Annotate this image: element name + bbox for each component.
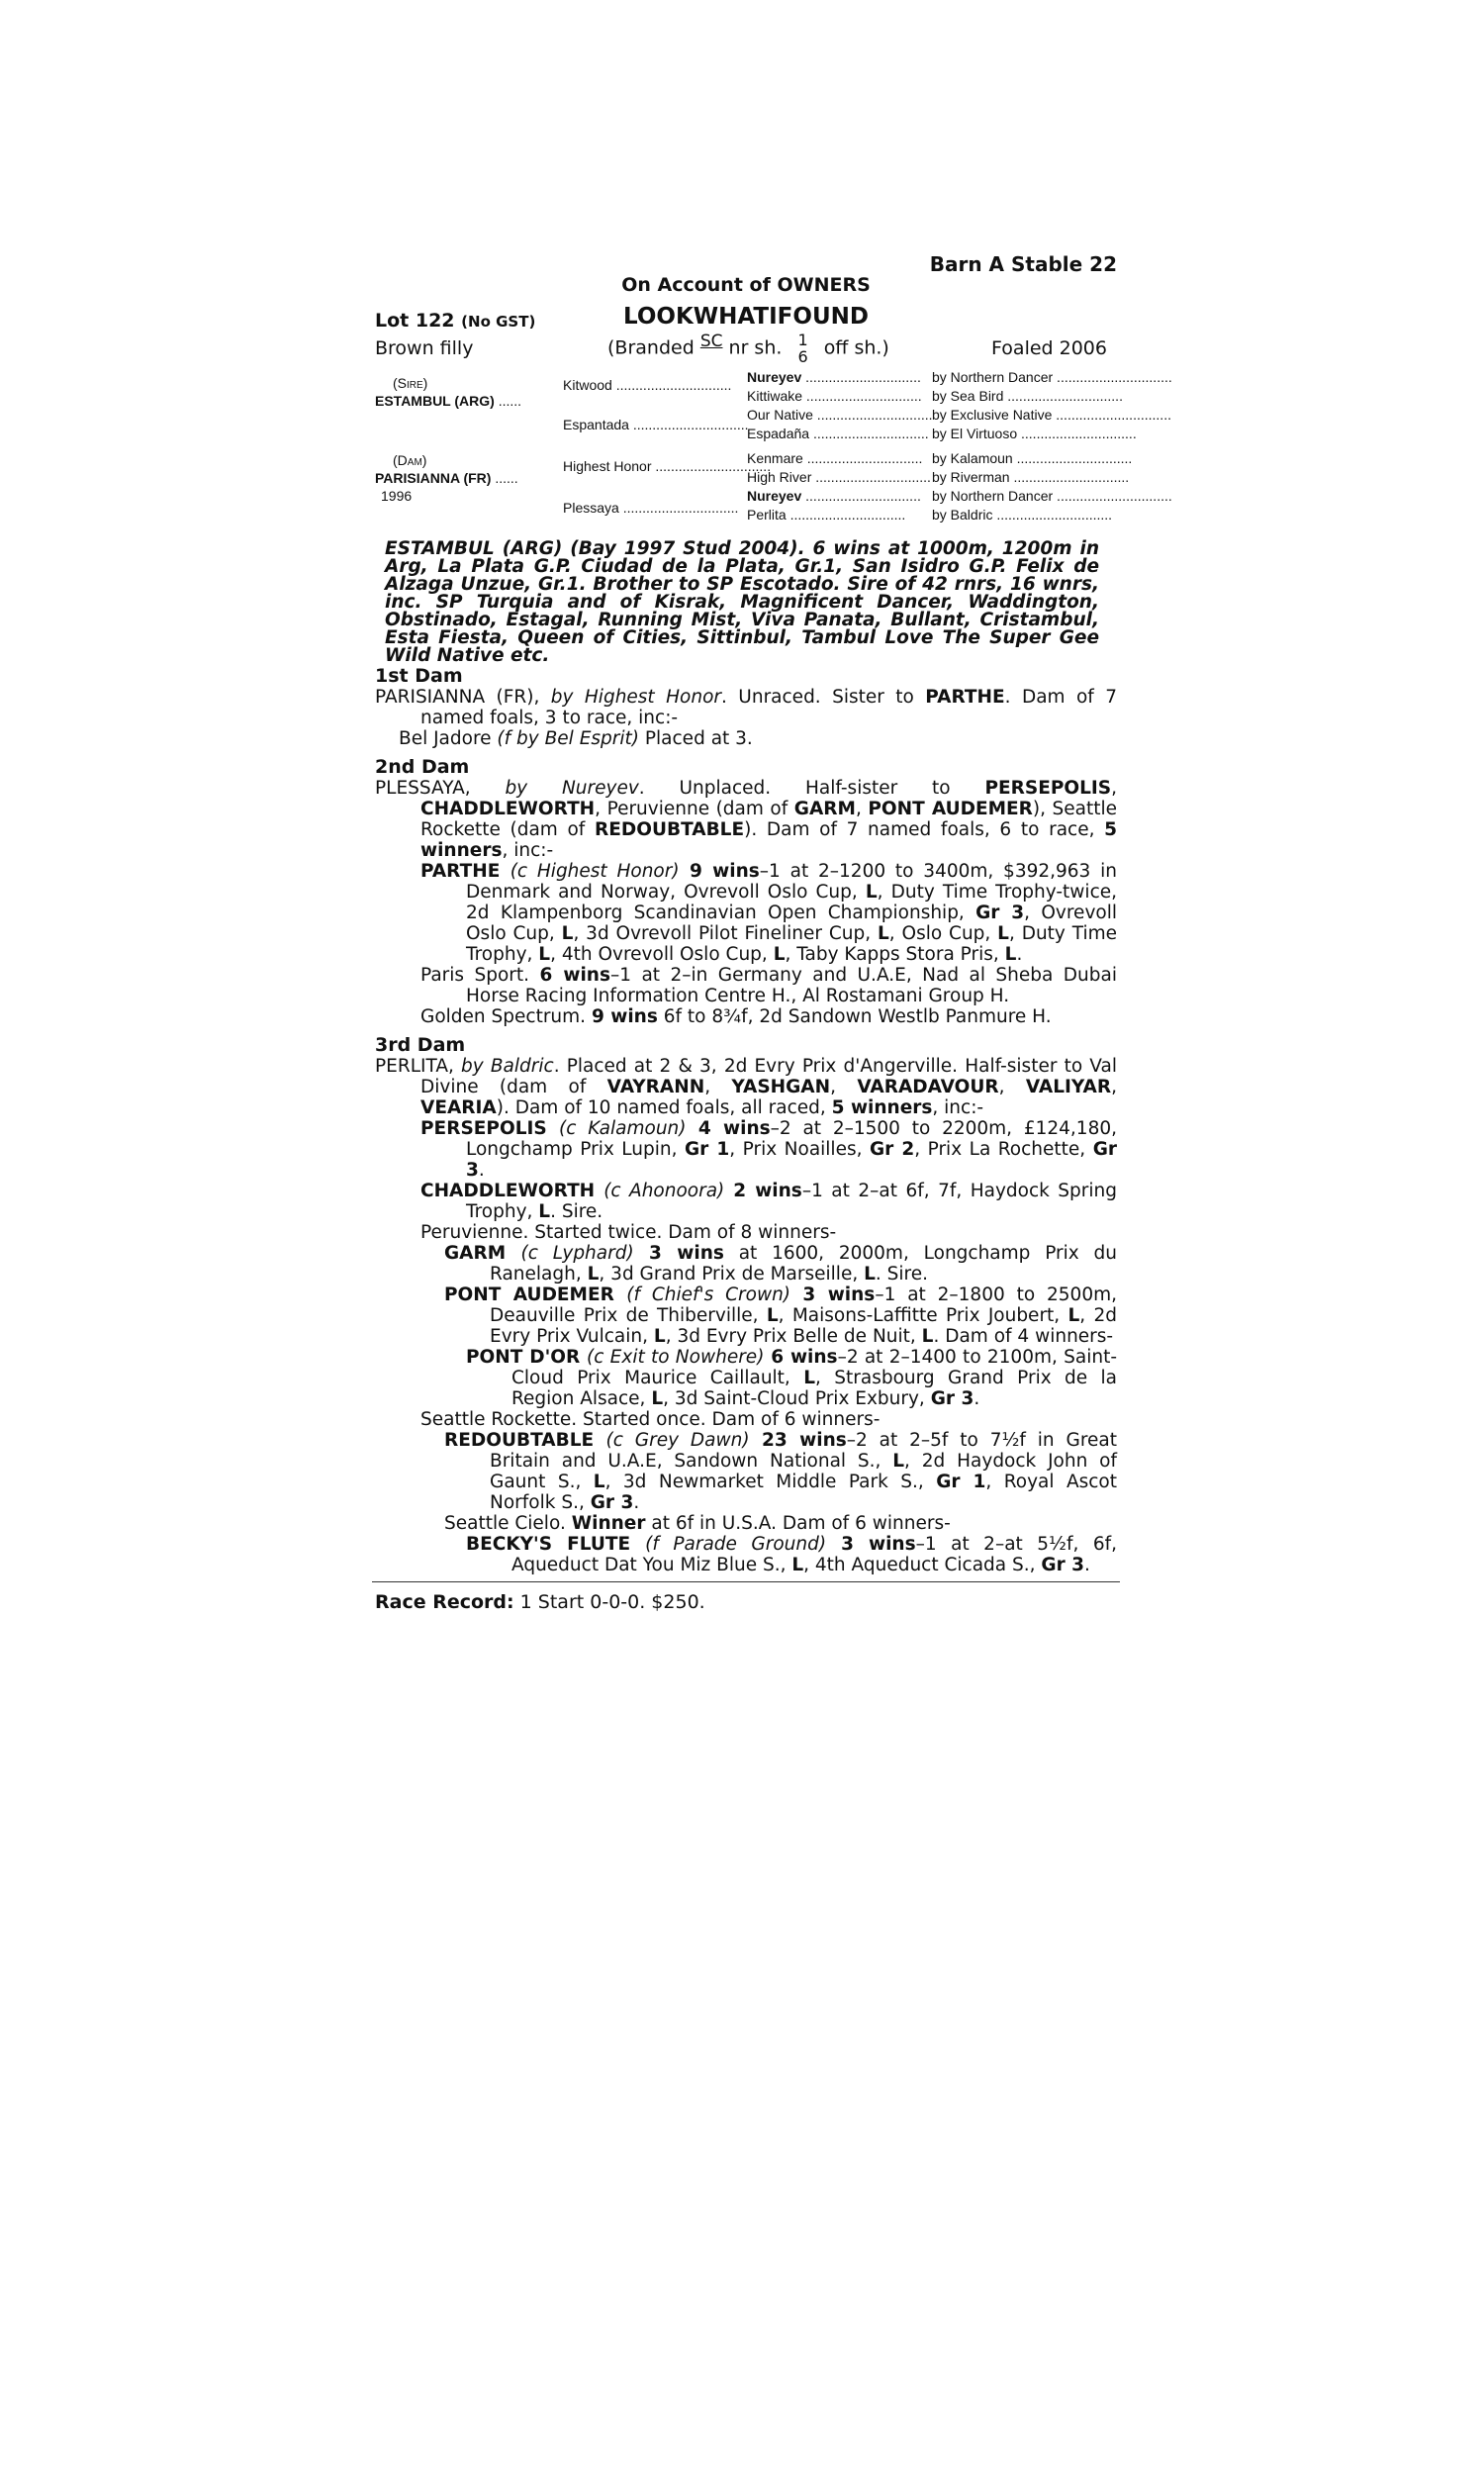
dam2-a11: ), Seattle Rockette (dam of — [420, 799, 1117, 840]
dam3-a1: PERLITA, — [375, 1056, 462, 1077]
barn-stable: Barn A Stable 22 — [929, 252, 1117, 276]
dam3-bf2: (f Parade Ground) — [645, 1534, 827, 1555]
third-dam-entry — [375, 1056, 1117, 1118]
first-dam-entry — [375, 687, 1117, 728]
dam3-p6: , Prix Noailles, — [729, 1139, 870, 1160]
dam3-bf4: –1 at 2–at 5½f, 6f, Aqueduct Dat You Miz Blue S., — [511, 1534, 1117, 1575]
dam3-pa11: L — [921, 1326, 934, 1347]
dam3-pa4: –1 at 2–1800 to 2500m, Deauville Prix de Thiberville, — [490, 1285, 1117, 1326]
dam2-b11: L — [878, 923, 889, 944]
lot-label: Lot 122 — [375, 310, 455, 332]
dam2-a3: . Unplaced. Half-sister to — [638, 778, 985, 799]
dam3-r8: , 3d Newmarket Middle Park S., — [604, 1472, 937, 1492]
race-record-label: Race Record: — [375, 1591, 514, 1613]
dam3-c6: . Sire. — [550, 1201, 603, 1222]
dam2-d3: 6f to 8¾f, 2d Sandown Westlb Panmure H. — [657, 1006, 1052, 1027]
second-dam-heading: 2nd Dam — [375, 756, 470, 778]
sire-name: ESTAMBUL (ARG) ...... — [375, 393, 522, 409]
pedigree-gen2-4: Plessaya .............................. — [563, 500, 739, 516]
dam3-po1: PONT D'OR — [466, 1347, 588, 1368]
pedigree-gen2-3: Highest Honor .............................. — [563, 458, 772, 474]
dam3-pa8: , 2d Evry Prix Vulcain, — [490, 1305, 1117, 1347]
pont-dor-entry — [375, 1347, 1117, 1409]
second-dam-foal-parthe — [375, 861, 1117, 965]
brand-fraction — [797, 332, 807, 365]
pedigree-gen4-5: by Kalamoun .............................. — [932, 450, 1133, 466]
first-dam-foal — [375, 728, 1117, 749]
pedigree-gen3-2: Kittiwake .............................. — [747, 388, 922, 404]
pedigree-gen3-1: Nureyev .............................. — [747, 369, 921, 385]
pedigree-gen3-4: Espadaña .............................. — [747, 426, 929, 441]
dam3-g8: . Sire. — [875, 1264, 928, 1285]
dam3-bf1: BECKY'S FLUTE — [466, 1534, 646, 1555]
dam3-p2: (c Kalamoun) — [559, 1118, 687, 1139]
horse-sex-colour: Brown filly — [375, 337, 474, 359]
dam3-pa5: L — [766, 1305, 779, 1326]
dam3-bf8: . — [1084, 1555, 1090, 1575]
dam3-po7: L — [651, 1388, 664, 1409]
sire-name-text: ESTAMBUL (ARG) — [375, 393, 495, 409]
dam2-b18: , Taby Kapps Stora Pris, — [785, 944, 1005, 965]
dam3-pa2: (f Chief's Crown) — [626, 1285, 791, 1305]
dam3-pv: Peruvienne. Started twice. Dam of 8 winners- — [420, 1222, 837, 1243]
dam3-po4: –2 at 2–1400 to 2100m, Saint-Cloud Prix Maurice Caillault, — [511, 1347, 1118, 1388]
dam3-sc3: at 6f in U.S.A. Dam of 6 winners- — [645, 1513, 951, 1534]
dam2-b17: L — [773, 944, 786, 965]
dam3-po8: , 3d Saint-Cloud Prix Exbury, — [663, 1388, 931, 1409]
dam3-r1: REDOUBTABLE — [444, 1430, 606, 1451]
dam3-c2: (c Ahonoora) — [603, 1181, 725, 1201]
dam3-r4: –2 at 2–5f to 7½f in Great Britain and U.A.E, Sandown National S., — [490, 1430, 1118, 1472]
third-dam-heading: 3rd Dam — [375, 1034, 466, 1056]
gen2-1-text: Kitwood — [563, 377, 612, 393]
dam2-b7: Gr 3 — [975, 903, 1025, 923]
dam2-a13: ). Dam of 7 named foals, 6 to race, — [744, 819, 1105, 840]
dam3-p3: 4 wins — [686, 1118, 771, 1139]
dam1-f1c: Placed at 3. — [639, 728, 753, 749]
garm-entry — [375, 1243, 1117, 1285]
gen4-5-text: by Kalamoun — [932, 450, 1013, 466]
dam3-a9: , — [998, 1077, 1026, 1097]
dam2-b3: 9 wins — [679, 861, 760, 882]
race-record — [375, 1592, 1117, 1613]
gen4-4-text: by El Virtuoso — [932, 426, 1018, 441]
pedigree-gen3-8: Perlita .............................. — [747, 507, 906, 523]
pedigree-gen3-5: Kenmare .............................. — [747, 450, 923, 466]
dam3-r12: . — [633, 1492, 640, 1513]
dam3-a15: , inc:- — [932, 1097, 984, 1118]
dam3-a3: . Placed at 2 & 3, 2d Evry Prix d'Angerville. Half-sister to Val Divine (dam of — [420, 1056, 1117, 1097]
dam2-c1: Paris Sport. — [420, 965, 540, 986]
dam2-b2: (c Highest Honor) — [510, 861, 680, 882]
dam3-a10: VALIYAR — [1025, 1077, 1112, 1097]
gen3-6-text: High River — [747, 469, 812, 485]
dam-lines — [375, 658, 1117, 1613]
seattle-cielo-entry — [375, 1513, 1117, 1534]
dam3-g1: GARM — [444, 1243, 521, 1264]
dam2-c3: –1 at 2–in Germany and U.A.E, Nad al Sheba Dubai Horse Racing Information Centre H., Al Rostamani Group H. — [466, 965, 1117, 1006]
dam3-g5: L — [587, 1264, 600, 1285]
pedigree-gen4-2: by Sea Bird .............................. — [932, 388, 1123, 404]
dam2-a10: PONT AUDEMER — [868, 799, 1033, 819]
dam3-pa6: , Maisons-Laffitte Prix Joubert, — [778, 1305, 1068, 1326]
dam1-t2: by Highest Honor — [550, 687, 721, 708]
dam2-a4: PERSEPOLIS — [984, 778, 1112, 799]
foaled-year: Foaled 2006 — [991, 337, 1107, 359]
dam3-pa9: L — [653, 1326, 666, 1347]
dam3-pa3: 3 wins — [790, 1285, 876, 1305]
dam3-p10: . — [478, 1160, 485, 1181]
pedigree-gen4-3: by Exclusive Native .............................. — [932, 407, 1171, 423]
second-dam-foal-paris-sport — [375, 965, 1117, 1006]
dam2-d1: Golden Spectrum. — [420, 1006, 592, 1027]
pedigree-gen3-7: Nureyev .............................. — [747, 488, 921, 504]
gen4-7-text: by Northern Dancer — [932, 488, 1054, 504]
dam3-c3: 2 wins — [724, 1181, 802, 1201]
dam3-a11: , — [1111, 1077, 1117, 1097]
dam3-a4: VAYRANN — [606, 1077, 705, 1097]
dam3-pa10: , 3d Evry Prix Belle de Nuit, — [665, 1326, 922, 1347]
dam3-a13: ). Dam of 10 named foals, all raced, — [496, 1097, 832, 1118]
dam3-po10: . — [974, 1388, 980, 1409]
dam2-b16: , 4th Ovrevoll Oslo Cup, — [550, 944, 774, 965]
brand-off: off sh.) — [823, 336, 889, 359]
dam2-a12: REDOUBTABLE — [594, 819, 745, 840]
account-of: On Account of OWNERS — [621, 274, 871, 296]
dam3-a14: 5 winners — [831, 1097, 933, 1118]
race-record-value: 1 Start 0-0-0. $250. — [513, 1591, 705, 1613]
dam2-b5: L — [865, 882, 878, 903]
dam3-g3: 3 wins — [633, 1243, 724, 1264]
horse-info-row — [375, 332, 1117, 371]
pedigree-gen4-7: by Northern Dancer .............................. — [932, 488, 1172, 504]
dam3-g2: (c Lyphard) — [520, 1243, 634, 1264]
dam3-r6: , 2d Haydock John of Gaunt S., — [490, 1451, 1117, 1492]
pedigree-gen2-1: Kitwood .............................. — [563, 377, 732, 393]
pont-audemer-entry — [375, 1285, 1117, 1347]
gen2-2-text: Espantada — [563, 417, 629, 432]
pedigree-gen4-4: by El Virtuoso .............................. — [932, 426, 1137, 441]
gen3-8-text: Perlita — [747, 507, 787, 523]
dam2-b1: PARTHE — [420, 861, 510, 882]
dam2-a5: , — [1111, 778, 1118, 799]
divider-rule — [372, 1581, 1120, 1582]
dam3-p4: –2 at 2–1500 to 2200m, £124,180, Longchamp Prix Lupin, — [466, 1118, 1118, 1160]
brand-open: (Branded — [607, 336, 695, 359]
dam1-f1a: Bel Jadore — [399, 728, 498, 749]
third-dam-foal-peruvienne — [375, 1222, 1117, 1243]
dam3-r7: L — [593, 1472, 605, 1492]
dam3-a7: , — [830, 1077, 858, 1097]
dam3-a12: VEARIA — [420, 1097, 497, 1118]
dam2-b12: , Oslo Cup, — [888, 923, 998, 944]
dam-label: (Dam) — [393, 452, 427, 468]
gst-note: (No GST) — [461, 313, 536, 331]
second-dam-foal-golden-spectrum — [375, 1006, 1117, 1027]
dam3-sc2: Winner — [571, 1513, 646, 1534]
pedigree-gen2-2: Espantada .............................. — [563, 417, 749, 432]
sire-biography: ESTAMBUL (ARG) (Bay 1997 Stud 2004). 6 wins at 1000m, 1200m in Arg, La Plata G.P. Ciudad de la Plata, Gr.1, San Isidro G.P. Felix de Alzaga Unzue, Gr.1. Brother to SP Escotado. Sire of 42 rnrs, 16 wnrs, inc. SP Turquia and of Kisrak, Magnificent Dancer, Waddington, Obstinado, Estagal, Running Mist, Viva Panata, Bullant, Cristambul, Esta Fiesta, Queen of Cities, Sittinbul, Tambul Love The Super Gee Wild Native etc. — [385, 538, 1099, 666]
dam3-bf6: , 4th Aqueduct Cicada S., — [803, 1555, 1042, 1575]
dam-name-text: PARISIANNA (FR) — [375, 470, 492, 486]
dam2-d2: 9 wins — [591, 1006, 658, 1027]
brand-fraction-bottom: 6 — [797, 347, 808, 366]
dam2-b19: L — [1004, 944, 1017, 965]
dam3-pa12: . Dam of 4 winners- — [933, 1326, 1114, 1347]
dam2-a1: PLESSAYA, — [375, 778, 506, 799]
pedigree-gen4-1: by Northern Dancer .............................. — [932, 369, 1172, 385]
dam2-b15: L — [538, 944, 551, 965]
brand-fraction-top: 1 — [797, 331, 808, 349]
dam3-po3: 6 wins — [764, 1347, 838, 1368]
gen3-5-text: Kenmare — [747, 450, 803, 466]
dam3-c1: CHADDLEWORTH — [420, 1181, 604, 1201]
dam3-bf3: 3 wins — [826, 1534, 916, 1555]
lot-row — [375, 304, 1117, 333]
second-dam-entry — [375, 778, 1117, 861]
dam2-a14: 5 winners — [420, 819, 1117, 861]
dam1-t1: PARISIANNA (FR), — [375, 687, 551, 708]
dam3-p7: Gr 2 — [869, 1139, 915, 1160]
dam3-r2: (c Grey Dawn) — [605, 1430, 750, 1451]
first-dam-heading: 1st Dam — [375, 665, 463, 687]
beckys-flute-entry — [375, 1534, 1117, 1575]
dam1-t3: . Unraced. Sister to — [721, 687, 926, 708]
dam3-r5: L — [892, 1451, 905, 1472]
gen3-1-text: Nureyev — [747, 369, 802, 385]
dam2-a2: by Nureyev — [505, 778, 639, 799]
gen3-2-text: Kittiwake — [747, 388, 803, 404]
gen3-4-text: Espadaña — [747, 426, 810, 441]
dam3-p8: , Prix La Rochette, — [914, 1139, 1093, 1160]
dam3-po5: L — [803, 1368, 815, 1388]
gen3-7-text: Nureyev — [747, 488, 802, 504]
dam2-a8: GARM — [793, 799, 856, 819]
dam3-bf7: Gr 3 — [1041, 1555, 1085, 1575]
dam2-b13: L — [997, 923, 1009, 944]
dam3-a8: VARADAVOUR — [857, 1077, 999, 1097]
dam3-po9: Gr 3 — [930, 1388, 974, 1409]
pedigree-gen3-6: High River .............................. — [747, 469, 931, 485]
dam3-g6: , 3d Grand Prix de Marseille, — [599, 1264, 865, 1285]
dam3-po2: (c Exit to Nowhere) — [587, 1347, 765, 1368]
gen3-3-text: Our Native — [747, 407, 813, 423]
dam3-p9: Gr 3 — [466, 1139, 1117, 1181]
dam3-p5: Gr 1 — [685, 1139, 730, 1160]
dam3-c5: L — [538, 1201, 551, 1222]
gen2-4-text: Plessaya — [563, 500, 619, 516]
dam3-a6: YASHGAN — [731, 1077, 831, 1097]
dam3-r11: Gr 3 — [590, 1492, 634, 1513]
dam-name: PARISIANNA (FR) ...... — [375, 470, 518, 486]
dam3-r9: Gr 1 — [936, 1472, 986, 1492]
dam-year: 1996 — [381, 488, 413, 504]
dam1-t4: PARTHE — [925, 687, 1005, 708]
dam3-c4: –1 at 2–at 6f, 7f, Haydock Spring Trophy, — [466, 1181, 1118, 1222]
dam3-bf5: L — [791, 1555, 804, 1575]
dam2-b6: , Duty Time Trophy-twice, 2d Klampenborg Scandinavian Open Championship, — [466, 882, 1118, 923]
dam2-c2: 6 wins — [539, 965, 610, 986]
pedigree-gen4-8: by Baldric .............................. — [932, 507, 1113, 523]
third-dam-foal-seattle-rockette — [375, 1409, 1117, 1430]
dam3-po6: , Strasbourg Grand Prix de la Region Alsace, — [511, 1368, 1118, 1409]
dam2-a6: CHADDLEWORTH — [420, 799, 596, 819]
dam1-t5: . Dam of 7 named foals, 3 to race, inc:- — [420, 687, 1117, 728]
dam2-b9: L — [561, 923, 574, 944]
horse-name: LOOKWHATIFOUND — [623, 304, 869, 330]
dam2-a9: , — [855, 799, 869, 819]
sire-label: (Sire) — [393, 375, 428, 391]
gen4-3-text: by Exclusive Native — [932, 407, 1053, 423]
dam3-p1: PERSEPOLIS — [420, 1118, 560, 1139]
dam3-pa1: PONT AUDEMER — [444, 1285, 627, 1305]
third-dam-foal-persepolis — [375, 1118, 1117, 1181]
dam3-a5: , — [704, 1077, 732, 1097]
dam3-r10: , Royal Ascot Norfolk S., — [490, 1472, 1117, 1513]
dam3-sr: Seattle Rockette. Started once. Dam of 6 winners- — [420, 1409, 881, 1430]
dam3-a2: by Baldric — [461, 1056, 554, 1077]
dam1-f1b: (f by Bel Esprit) — [497, 728, 639, 749]
dam2-b8: , Ovrevoll Oslo Cup, — [466, 903, 1117, 944]
dam3-pa7: L — [1067, 1305, 1080, 1326]
pedigree-table — [375, 369, 1172, 537]
dam2-b10: , 3d Ovrevoll Pilot Fineliner Cup, — [573, 923, 878, 944]
gen2-3-text: Highest Honor — [563, 458, 652, 474]
gen4-2-text: by Sea Bird — [932, 388, 1004, 404]
dam3-sc1: Seattle Cielo. — [444, 1513, 572, 1534]
brand-mark: SC — [699, 331, 723, 351]
gen4-1-text: by Northern Dancer — [932, 369, 1054, 385]
dam3-g4: at 1600, 2000m, Longchamp Prix du Ranelagh, — [490, 1243, 1117, 1285]
pedigree-gen4-6: by Riverman .............................. — [932, 469, 1130, 485]
dam3-g7: L — [864, 1264, 876, 1285]
gen4-6-text: by Riverman — [932, 469, 1010, 485]
redoubtable-entry — [375, 1430, 1117, 1513]
gen4-8-text: by Baldric — [932, 507, 993, 523]
brand-description — [607, 332, 889, 365]
dam3-r3: 23 wins — [749, 1430, 847, 1451]
dam2-a15: , inc:- — [502, 840, 554, 861]
dam2-a7: , Peruvienne (dam of — [595, 799, 794, 819]
brand-near: nr sh. — [728, 336, 783, 359]
dam2-b14: , Duty Time Trophy, — [466, 923, 1118, 965]
third-dam-foal-chaddleworth — [375, 1181, 1117, 1222]
pedigree-gen3-3: Our Native .............................. — [747, 407, 933, 423]
dam2-b4: –1 at 2–1200 to 3400m, $392,963 in Denmark and Norway, Ovrevoll Oslo Cup, — [466, 861, 1117, 903]
dam2-b20: . — [1016, 944, 1023, 965]
